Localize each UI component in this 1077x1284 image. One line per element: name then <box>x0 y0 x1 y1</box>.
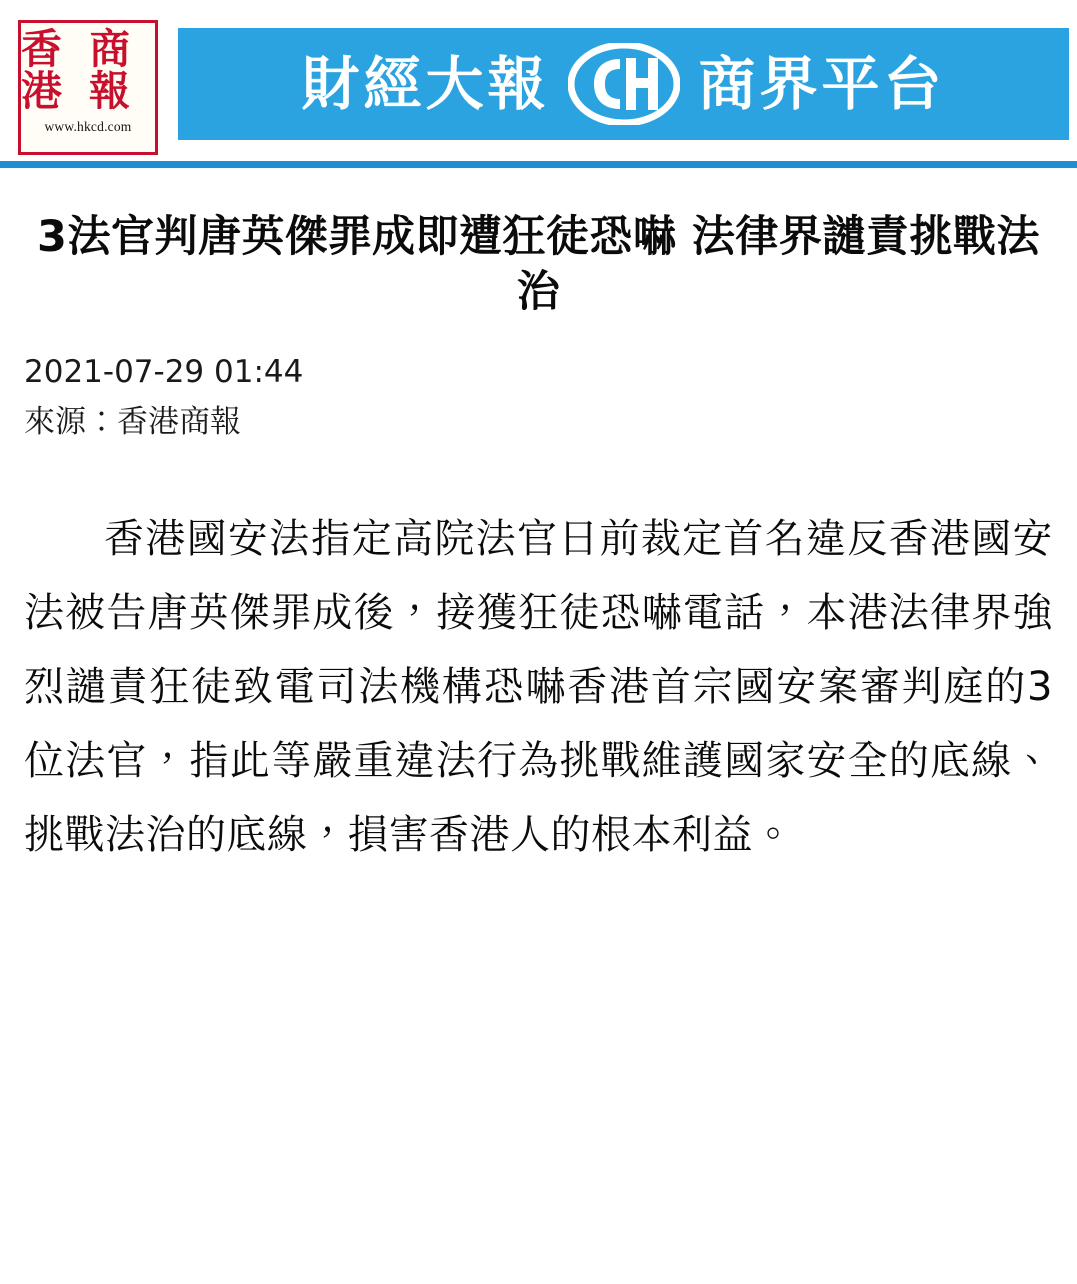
logo-column-right <box>89 25 155 115</box>
banner-text-right: 商界平台 <box>697 50 946 118</box>
logo-char-2: 商報 <box>89 25 130 115</box>
logo-characters <box>21 25 155 115</box>
masthead-banner <box>178 28 1069 140</box>
site-logo[interactable] <box>18 20 158 155</box>
article-timestamp: 2021-07-29 01:44 <box>24 354 304 391</box>
logo-column-left <box>21 25 87 115</box>
article-source: 來源：香港商報 <box>24 404 241 441</box>
banner-text-left: 財經大報 <box>301 50 550 118</box>
logo-char-1: 香港 <box>21 25 62 115</box>
article-body-paragraph: 香港國安法指定高院法官日前裁定首名違反香港國安法被告唐英傑罪成後，接獲狂徒恐嚇電話，本港法律界強烈譴責狂徒致電司法機構恐嚇香港首宗國安案審判庭的3位法官，指此等嚴重違法行為挑戰維護國家安全的底線、挑戰法治的底線，損害香港人的根本利益。 <box>24 516 1053 859</box>
page-title: 3法官判唐英傑罪成即遭狂徒恐嚇 法律界譴責挑戰法治 <box>37 212 1040 318</box>
masthead <box>0 0 1077 168</box>
logo-url: www.hkcd.com <box>44 118 132 134</box>
article <box>0 168 1077 892</box>
ch-monogram-icon <box>568 43 680 125</box>
